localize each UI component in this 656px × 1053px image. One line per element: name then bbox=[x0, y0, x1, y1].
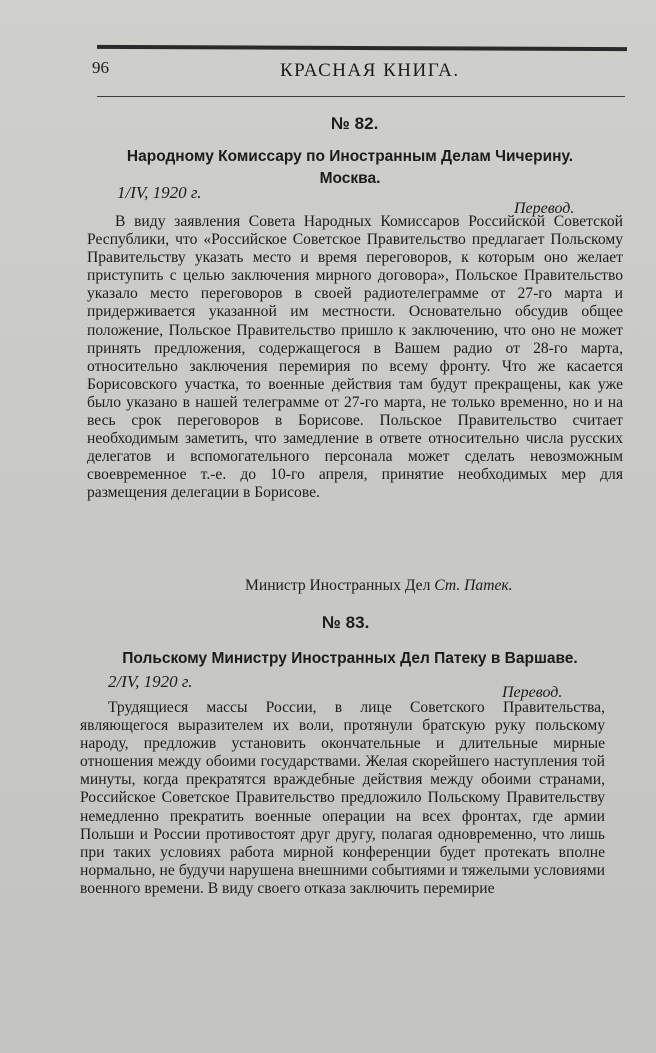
page-number: 96 bbox=[92, 58, 109, 77]
document-heading-83: Польскому Министру Иностранных Дел Патеку в Варшаве. bbox=[122, 650, 578, 667]
document-heading-82: Народному Комиссару по Иностранным Делам Чичерину. Москва. bbox=[126, 148, 574, 187]
document-date-83: 2/IV, 1920 г. bbox=[108, 672, 193, 691]
document-body-83: Трудящиеся массы России, в лице Советского Правительства, являющегося выразителем их воли, протянули братскую руку польскому народу, предложив установить окончательные и длительные мирные отношения между обоими государствами. Желая скорейшего наступления той минуты, когда прекратятся враждебные действия между обоими странами, Российское Советское Правительство предложило Польскому Правительству немедленно прекратить военные операции на всех фронтах, где армии Польши и России противостоят друг другу, полагая одновременно, что лишь при таких условиях работа мирной конференции будет протекать вполне нормально, не будучи нарушена внешними событиями и тяжелыми условиями военного времени. В виду своего отказа заключить перемирие bbox=[80, 699, 605, 897]
translation-note-83: Перевод. bbox=[502, 684, 563, 701]
header-rule-bottom bbox=[97, 96, 625, 97]
document-number-83: № 83. bbox=[322, 613, 370, 632]
signature-name: Ст. Патек. bbox=[434, 577, 513, 594]
running-title: КРАСНАЯ КНИГА. bbox=[280, 60, 460, 81]
document-body-82: В виду заявления Совета Народных Комиссаров Российской Советской Республики, что «Российское Советское Правительство предлагает Польскому Правительству указать место и время переговоров, к которым оно желает приступить с целью заключения мирного договора», Польское Правительство указало место переговоров в своей радиотелеграмме от 27-го марта и придерживается указанной им местности. Основательно обсудив общее положение, Польское Правительство пришло к заключению, что оно не может принять предложения, содержащегося в Вашем радио от 28-го марта, относительно заключения перемирия по всему фронту. Что же касается Борисовского участка, то военные действия там будут прекращены, как уже было указано в нашей телеграмме от 27-го марта, не только временно, но и на весь срок переговоров в Борисове. Польское Правительство считает необходимым заметить, что замедление в ответе относительно числа русских делегатов и вспомогательного персонала может сделать невозможным своевременное т.-е. до 10-го апреля, принятие необходимых мер для размещения делегации в Борисове. bbox=[87, 213, 623, 502]
document-number-82: № 82. bbox=[331, 114, 379, 133]
signature-title: Министр Иностранных Дел bbox=[245, 577, 431, 594]
document-date-82: 1/IV, 1920 г. bbox=[117, 183, 202, 202]
translation-note-82: Перевод. bbox=[514, 200, 575, 217]
header-rule-top bbox=[97, 45, 627, 51]
signature-82 bbox=[245, 577, 513, 595]
